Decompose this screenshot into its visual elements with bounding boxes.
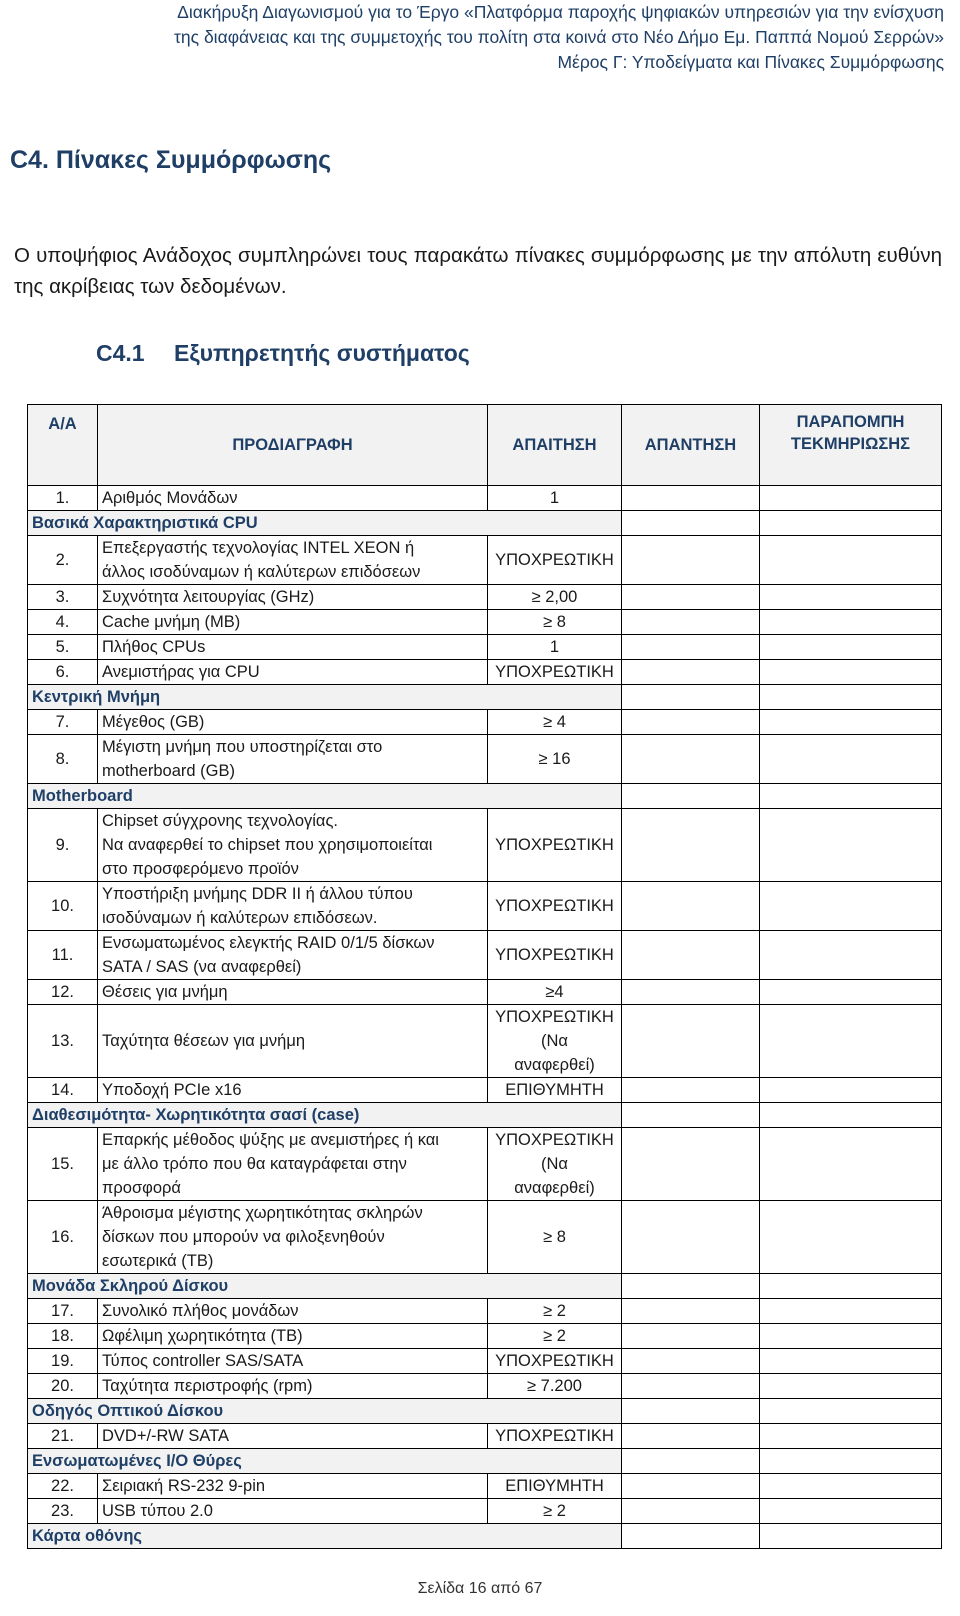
spec-cell [98,1128,488,1201]
table-row [28,486,942,511]
requirement-cell [488,1201,622,1274]
reference-cell[interactable] [760,585,942,610]
spec-line: USB τύπου 2.0 [102,1502,213,1520]
answer-cell [622,784,760,809]
requirement-line: (Να [541,1155,568,1173]
requirement-line: ΕΠΙΘΥΜΗΤΗ [505,1477,604,1495]
requirement-cell [488,1299,622,1324]
answer-cell[interactable] [622,809,760,882]
intro-paragraph: Ο υποψήφιος Ανάδοχος συμπληρώνει τους παρακάτω πίνακες συμμόρφωσης με την απόλυτη ευθύνη της ακρίβειας των δεδομένων. [14,244,942,298]
spec-line: με άλλο τρόπο που θα καταγράφεται στην [102,1155,407,1173]
requirement-cell [488,710,622,735]
subsection-title: Εξυπηρετητής συστήματος [174,340,470,366]
spec-line: Υποδοχή PCIe x16 [102,1081,242,1099]
category-label: Μονάδα Σκληρού Δίσκου [28,1274,622,1299]
reference-cell[interactable] [760,536,942,585]
reference-cell[interactable] [760,1078,942,1103]
row-number: 7. [28,710,98,735]
category-row [28,1449,942,1474]
reference-cell[interactable] [760,980,942,1005]
requirement-cell [488,1349,622,1374]
spec-line: Cache μνήμη (MB) [102,613,241,631]
requirement-line: ΥΠΟΧΡΕΩΤΙΚΗ [495,897,614,915]
category-label: Κεντρική Μνήμη [28,685,622,710]
answer-cell[interactable] [622,635,760,660]
requirement-cell [488,809,622,882]
spec-cell [98,1474,488,1499]
requirement-line: (Να [541,1032,568,1050]
subsection-number: C4.1 [96,340,145,366]
requirement-line: ≥ 8 [543,1228,566,1246]
spec-line: δίσκων που μπορούν να φιλοξενηθούν [102,1228,385,1246]
answer-cell[interactable] [622,1374,760,1399]
spec-line: Συχνότητα λειτουργίας (GHz) [102,588,315,606]
requirement-line: ≥ 8 [543,613,566,631]
answer-cell[interactable] [622,710,760,735]
answer-cell[interactable] [622,1128,760,1201]
reference-cell [760,685,942,710]
reference-cell[interactable] [760,1299,942,1324]
spec-line: Μέγιστη μνήμη που υποστηρίζεται στο [102,738,383,756]
table-row [28,1474,942,1499]
answer-cell [622,1449,760,1474]
spec-cell [98,635,488,660]
spec-line: Επαρκής μέθοδος ψύξης με ανεμιστήρες ή και [102,1131,439,1149]
reference-cell [760,784,942,809]
requirement-line: ≥ 16 [538,750,571,768]
table-row [28,1349,942,1374]
category-row [28,511,942,536]
table-row [28,610,942,635]
spec-line: DVD+/-RW SATA [102,1427,229,1445]
reference-cell[interactable] [760,1324,942,1349]
requirement-cell [488,931,622,980]
requirement-line: ΥΠΟΧΡΕΩΤΙΚΗ [495,551,614,569]
answer-cell[interactable] [622,1349,760,1374]
row-number: 18. [28,1324,98,1349]
answer-cell [622,511,760,536]
row-number: 21. [28,1424,98,1449]
reference-cell[interactable] [760,1474,942,1499]
answer-cell[interactable] [622,610,760,635]
spec-cell [98,1201,488,1274]
requirement-cell [488,660,622,685]
row-number: 23. [28,1499,98,1524]
requirement-cell [488,1005,622,1078]
answer-cell[interactable] [622,1424,760,1449]
category-row [28,1524,942,1549]
answer-cell[interactable] [622,1005,760,1078]
spec-line: Μέγεθος (GB) [102,713,205,731]
header-spec: ΠΡΟΔΙΑΓΡΑΦΗ [98,405,488,486]
table-row [28,735,942,784]
table-row [28,1499,942,1524]
spec-cell [98,486,488,511]
reference-cell [760,1524,942,1549]
spec-line: Ανεμιστήρας για CPU [102,663,260,681]
row-number: 12. [28,980,98,1005]
row-number: 2. [28,536,98,585]
category-label: Βασικά Χαρακτηριστικά CPU [28,511,622,536]
spec-line: Ταχύτητα περιστροφής (rpm) [102,1377,313,1395]
table-header-row [28,405,942,486]
spec-line: Σειριακή RS-232 9-pin [102,1477,266,1495]
spec-line: Ωφέλιμη χωρητικότητα (TB) [102,1327,303,1345]
table-row [28,710,942,735]
requirement-line: ≥ 2,00 [531,588,578,606]
requirement-cell [488,882,622,931]
category-label: Ενσωματωμένες I/O Θύρες [28,1449,622,1474]
spec-cell [98,1005,488,1078]
reference-cell [760,511,942,536]
header-line-2: της διαφάνειας και της συμμετοχής του πολίτη στα κοινά στο Νέο Δήμο Εμ. Παππά Νομού Σερρών» [174,27,944,47]
table-row [28,1005,942,1078]
header-aa: Α/Α [28,405,98,486]
spec-line: SATA / SAS (να αναφερθεί) [102,958,302,976]
requirement-line: ≥ 2 [543,1327,566,1345]
header-reference-line-2: ΤΕΚΜΗΡΙΩΣΗΣ [790,435,911,453]
spec-line: Υποστήριξη μνήμης DDR II ή άλλου τύπου [102,885,413,903]
row-number: 9. [28,809,98,882]
table-row [28,809,942,882]
spec-cell [98,710,488,735]
answer-cell[interactable] [622,1499,760,1524]
reference-cell[interactable] [760,1005,942,1078]
requirement-line: αναφερθεί) [514,1056,595,1074]
spec-line: άλλος ισοδύναμων ή καλύτερων επιδόσεων [102,563,421,581]
answer-cell [622,1103,760,1128]
table-row [28,882,942,931]
row-number: 11. [28,931,98,980]
requirement-line: ΥΠΟΧΡΕΩΤΙΚΗ [495,836,614,854]
reference-cell[interactable] [760,1128,942,1201]
header-answer: ΑΠΑΝΤΗΣΗ [622,405,760,486]
requirement-line: ≥ 2 [543,1302,566,1320]
spec-line: Τύπος controller SAS/SATA [102,1352,304,1370]
spec-line: Chipset σύγχρονης τεχνολογίας. [102,812,338,830]
spec-line: προσφορά [102,1179,181,1197]
table-row [28,1324,942,1349]
row-number: 15. [28,1128,98,1201]
spec-cell [98,1349,488,1374]
spec-line: Επεξεργαστής τεχνολογίας INTEL XEON ή [102,539,415,557]
spec-line: εσωτερικά (TB) [102,1252,214,1270]
answer-cell[interactable] [622,660,760,685]
category-row [28,784,942,809]
spec-line: Πλήθος CPUs [102,638,206,656]
reference-cell [760,1103,942,1128]
requirement-cell [488,1078,622,1103]
row-number: 5. [28,635,98,660]
requirement-cell [488,585,622,610]
spec-cell [98,882,488,931]
reference-cell [760,1449,942,1474]
requirement-line: ≥ 4 [543,713,566,731]
answer-cell [622,685,760,710]
row-number: 20. [28,1374,98,1399]
requirement-cell [488,735,622,784]
spec-line: motherboard (GB) [102,762,235,780]
requirement-line: αναφερθεί) [514,1179,595,1197]
table-row [28,1424,942,1449]
reference-cell[interactable] [760,660,942,685]
category-label: Κάρτα οθόνης [28,1524,622,1549]
spec-line: Αριθμός Μονάδων [102,489,238,507]
table-row [28,585,942,610]
header-line-3: Μέρος Γ: Υποδείγματα και Πίνακες Συμμόρφωσης [557,52,944,72]
table-row [28,1128,942,1201]
answer-cell [622,1524,760,1549]
section-title: C4. Πίνακες Συμμόρφωσης [10,146,332,174]
spec-cell [98,1299,488,1324]
page-footer: Σελίδα 16 από 67 [417,1580,543,1597]
reference-cell[interactable] [760,1424,942,1449]
spec-cell [98,1374,488,1399]
answer-cell[interactable] [622,882,760,931]
row-number: 22. [28,1474,98,1499]
answer-cell [622,1274,760,1299]
document-header [14,0,944,75]
reference-cell[interactable] [760,1499,942,1524]
answer-cell[interactable] [622,1201,760,1274]
requirement-line: ΥΠΟΧΡΕΩΤΙΚΗ [495,1131,614,1149]
table-row [28,1078,942,1103]
reference-cell[interactable] [760,735,942,784]
row-number: 8. [28,735,98,784]
compliance-table [27,404,942,1549]
table-row [28,1374,942,1399]
category-row [28,685,942,710]
spec-line: Συνολικό πλήθος μονάδων [102,1302,299,1320]
answer-cell[interactable] [622,486,760,511]
spec-line: Άθροισμα μέγιστης χωρητικότητας σκληρών [102,1204,423,1222]
answer-cell[interactable] [622,1474,760,1499]
answer-cell [622,1399,760,1424]
spec-cell [98,660,488,685]
requirement-line: ≥ 7.200 [527,1377,582,1395]
requirement-line: ΥΠΟΧΡΕΩΤΙΚΗ [495,946,614,964]
reference-cell[interactable] [760,1201,942,1274]
spec-cell [98,1499,488,1524]
spec-line: Θέσεις για μνήμη [102,983,228,1001]
spec-cell [98,931,488,980]
reference-cell[interactable] [760,809,942,882]
row-number: 10. [28,882,98,931]
row-number: 13. [28,1005,98,1078]
spec-line: Ενσωματωμένος ελεγκτής RAID 0/1/5 δίσκων [102,934,435,952]
requirement-line: ≥ 2 [543,1502,566,1520]
category-label: Motherboard [28,784,622,809]
spec-cell [98,980,488,1005]
requirement-line: ΕΠΙΘΥΜΗΤΗ [505,1081,604,1099]
reference-cell[interactable] [760,610,942,635]
answer-cell[interactable] [622,1078,760,1103]
answer-cell[interactable] [622,980,760,1005]
reference-cell[interactable] [760,710,942,735]
table-row [28,1201,942,1274]
requirement-cell [488,1474,622,1499]
row-number: 17. [28,1299,98,1324]
requirement-line: ΥΠΟΧΡΕΩΤΙΚΗ [495,1008,614,1026]
row-number: 3. [28,585,98,610]
spec-cell [98,735,488,784]
header-requirement: ΑΠΑΙΤΗΣΗ [488,405,622,486]
table-row [28,635,942,660]
spec-cell [98,1324,488,1349]
spec-cell [98,1424,488,1449]
category-row [28,1399,942,1424]
category-row [28,1274,942,1299]
requirement-cell [488,1424,622,1449]
row-number: 16. [28,1201,98,1274]
requirement-cell [488,980,622,1005]
reference-cell[interactable] [760,931,942,980]
requirement-cell [488,1499,622,1524]
reference-cell[interactable] [760,486,942,511]
table-row [28,660,942,685]
spec-cell [98,585,488,610]
header-reference-line-1: ΠΑΡΑΠΟΜΠΗ [796,413,905,431]
reference-cell[interactable] [760,1349,942,1374]
requirement-cell [488,1374,622,1399]
reference-cell [760,1274,942,1299]
table-row [28,1299,942,1324]
answer-cell[interactable] [622,536,760,585]
requirement-cell [488,1324,622,1349]
table-row [28,536,942,585]
spec-line: στο προσφερόμενο προϊόν [102,860,299,878]
requirement-line: ≥4 [545,983,564,1001]
category-row [28,1103,942,1128]
table-row [28,931,942,980]
requirement-line: 1 [549,489,560,507]
requirement-cell [488,536,622,585]
answer-cell[interactable] [622,931,760,980]
requirement-line: 1 [549,638,560,656]
reference-cell[interactable] [760,635,942,660]
category-label: Διαθεσιμότητα- Χωρητικότητα σασί (case) [28,1103,622,1128]
requirement-cell [488,486,622,511]
spec-cell [98,1078,488,1103]
spec-line: ισοδύναμων ή καλύτερων επιδόσεων. [102,909,378,927]
spec-cell [98,809,488,882]
requirement-cell [488,610,622,635]
row-number: 1. [28,486,98,511]
category-label: Οδηγός Οπτικού Δίσκου [28,1399,622,1424]
reference-cell[interactable] [760,1374,942,1399]
requirement-cell [488,1128,622,1201]
spec-cell [98,610,488,635]
spec-line: Να αναφερθεί το chipset που χρησιμοποιείται [102,836,433,854]
answer-cell[interactable] [622,735,760,784]
row-number: 14. [28,1078,98,1103]
table-row [28,980,942,1005]
requirement-line: ΥΠΟΧΡΕΩΤΙΚΗ [495,1427,614,1445]
row-number: 4. [28,610,98,635]
answer-cell[interactable] [622,1299,760,1324]
spec-cell [98,536,488,585]
requirement-cell [488,635,622,660]
row-number: 19. [28,1349,98,1374]
table-body [28,486,942,1549]
reference-cell [760,1399,942,1424]
answer-cell[interactable] [622,1324,760,1349]
header-reference [760,405,942,486]
reference-cell[interactable] [760,882,942,931]
row-number: 6. [28,660,98,685]
subsection-heading [96,340,470,367]
answer-cell[interactable] [622,585,760,610]
requirement-line: ΥΠΟΧΡΕΩΤΙΚΗ [495,663,614,681]
header-line-1: Διακήρυξη Διαγωνισμού για το Έργο «Πλατφόρμα παροχής ψηφιακών υπηρεσιών για την ενίσχυση [177,2,944,22]
spec-line: Ταχύτητα θέσεων για μνήμη [102,1032,306,1050]
requirement-line: ΥΠΟΧΡΕΩΤΙΚΗ [495,1352,614,1370]
